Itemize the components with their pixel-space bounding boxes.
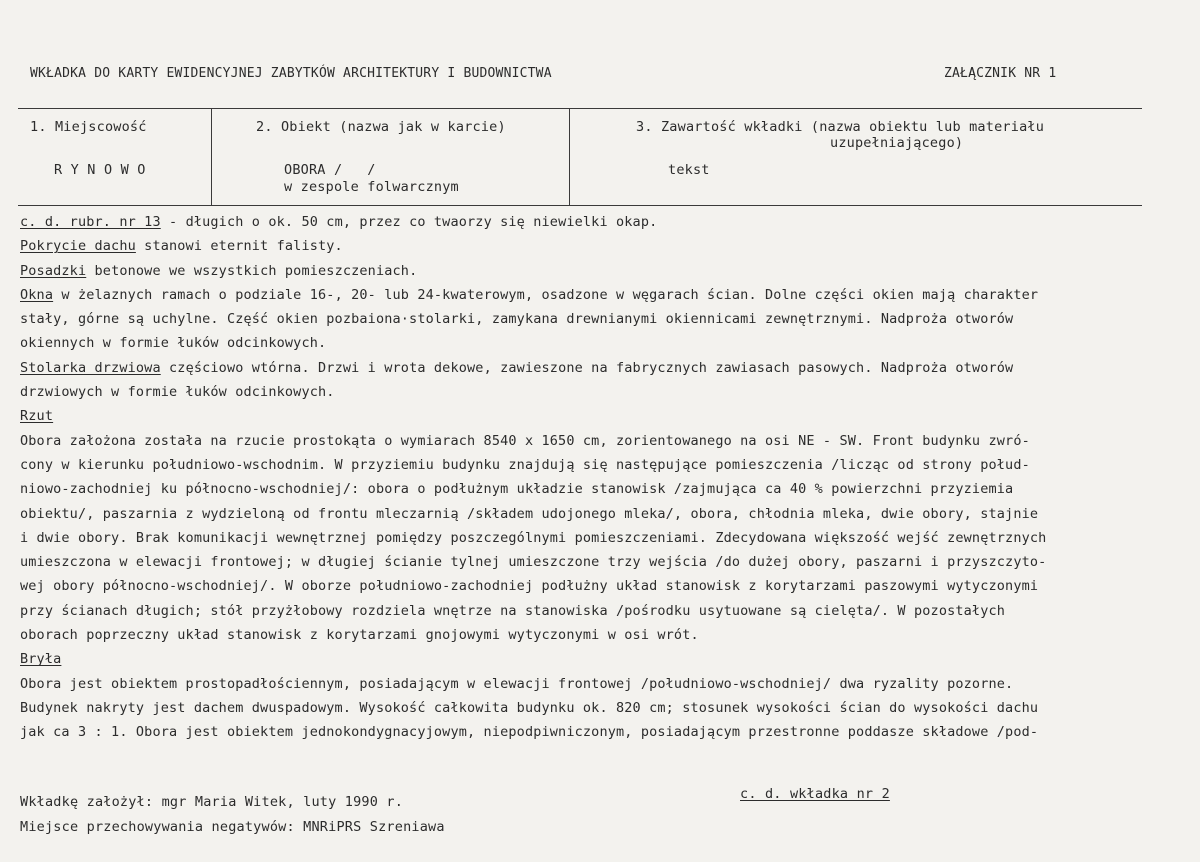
text-run: w żelaznych ramach o podziale 16-, 20- lub 24-kwaterowym, osadzone w węgarach ścian. Dolne części okien mają charakter [53,286,1039,303]
text-line: oborach poprzeczny układ stanowisk z korytarzami gnojowymi wytyczonymi w osi wrót. [20,627,699,644]
section-heading: Rzut [20,408,54,425]
text-line [20,356,1190,380]
text-line [20,210,1190,234]
text-line: Obora założona została na rzucie prostokąta o wymiarach 8540 x 1650 cm, zorientowanego na osi NE - SW. Front budynku zwró- [20,432,1030,449]
contents-value: tekst [668,162,710,178]
text-run: stanowi eternit falisty. [135,238,343,255]
text-line [20,234,1190,258]
object-value: OBORA / / [284,162,376,178]
document-title: WKŁADKA DO KARTY EWIDENCYJNEJ ZABYTKÓW ARCHITEKTURY I BUDOWNICTWA [30,66,552,81]
text-line [20,404,1190,428]
table-top-rule [18,108,1142,109]
text-line: okiennych w formie łuków odcinkowych. [20,335,327,352]
text-line: Budynek nakryty jest dachem dwuspadowym. Wysokość całkowita budynku ok. 820 cm; stosunek wysokości ścian do wysokości dachu [20,699,1039,716]
table-divider-2 [569,108,570,206]
object-label: 2. Obiekt (nazwa jak w karcie) [256,119,506,135]
object-value-detail: w zespole folwarcznym [284,179,459,195]
text-run: częściowo wtórna. Drzwi i wrota dekowe, zawieszone na fabrycznych zawiasach pasowych. Nadproża otworów [160,359,1014,376]
contents-label: 3. Zawartość wkładki (nazwa obiektu lub materiału [636,119,1045,135]
locality-value: R Y N O W O [54,162,146,178]
section-heading: c. d. rubr. nr 13 [20,214,161,230]
section-heading: Bryła [20,651,62,668]
text-line: i dwie obory. Brak komunikacji wewnętrznej pomiędzy poszczególnymi pomieszczeniami. Zdecydowana większość wejść zewnętrznych [20,529,1047,546]
locality-label: 1. Miejscowość [30,119,147,135]
text-line [20,647,1190,671]
annex-number: ZAŁĄCZNIK NR 1 [944,66,1057,81]
text-line [20,259,1190,283]
negatives-location: Miejsce przechowywania negatywów: MNRiPRS Szreniawa [20,819,445,835]
text-run: - długich o ok. 50 cm, przez co twaorzy się niewielki okap. [160,214,658,230]
text-run: betonowe we wszystkich pomieszczeniach. [86,262,418,279]
table-bottom-rule [18,205,1142,206]
text-line: umieszczona w elewacji frontowej; w długiej ścianie tylnej umieszczone trzy wejścia /do dużej obory, paszarni i przyszczyto- [20,554,1047,571]
text-line: obiektu/, paszarnia z wydzieloną od frontu mleczarnią /składem udojonego mleka/, obora, chłodnia mleka, dwie obory, stajnie [20,505,1039,522]
author-note: Wkładkę założył: mgr Maria Witek, luty 1990 r. [20,794,404,810]
section-heading: Okna [20,286,54,303]
text-line: jak ca 3 : 1. Obora jest obiektem jednokondygnacyjowym, niepodpiwniczonym, posiadającym przestronne poddasze składowe /pod- [20,724,1039,741]
text-line: cony w kierunku południowo-wschodnim. W przyziemiu budynku znajdują się następujące pomieszczenia /licząc od strony połud- [20,456,1030,473]
contents-label-cont: uzupełniającego) [830,135,964,151]
document-body [20,210,1190,745]
text-line: drzwiowych w formie łuków odcinkowych. [20,384,335,401]
text-line: wej obory północno-wschodniej/. W oborze południowo-zachodniej podłużny układ stanowisk z korytarzami paszowymi wytyczonymi [20,578,1039,595]
text-line: niowo-zachodniej ku północno-wschodniej/: obora o podłużnym układzie stanowisk /zajmująca ca 40 % powierzchni przyziemia [20,481,1014,498]
section-heading: Pokrycie dachu [20,238,136,255]
text-line [20,283,1190,307]
text-line: stały, górne są uchylne. Część okien pozbaiona·stolarki, zamykana drewnianymi okiennicami zewnętrznymi. Nadproża otworów [20,311,1014,328]
table-divider-1 [211,108,212,206]
section-heading: Posadzki [20,262,87,279]
text-line: Obora jest obiektem prostopadłościennym, posiadającym w elewacji frontowej /południowo-wschodniej/ dwa ryzality pozorne. [20,675,1014,692]
section-heading: Stolarka drzwiowa [20,359,161,376]
text-line: przy ścianach długich; stół przyżłobowy rozdziela wnętrze na stanowiska /pośrodku usytuowane są cielęta/. W pozostałych [20,602,1006,619]
continuation-note: c. d. wkładka nr 2 [740,786,890,802]
